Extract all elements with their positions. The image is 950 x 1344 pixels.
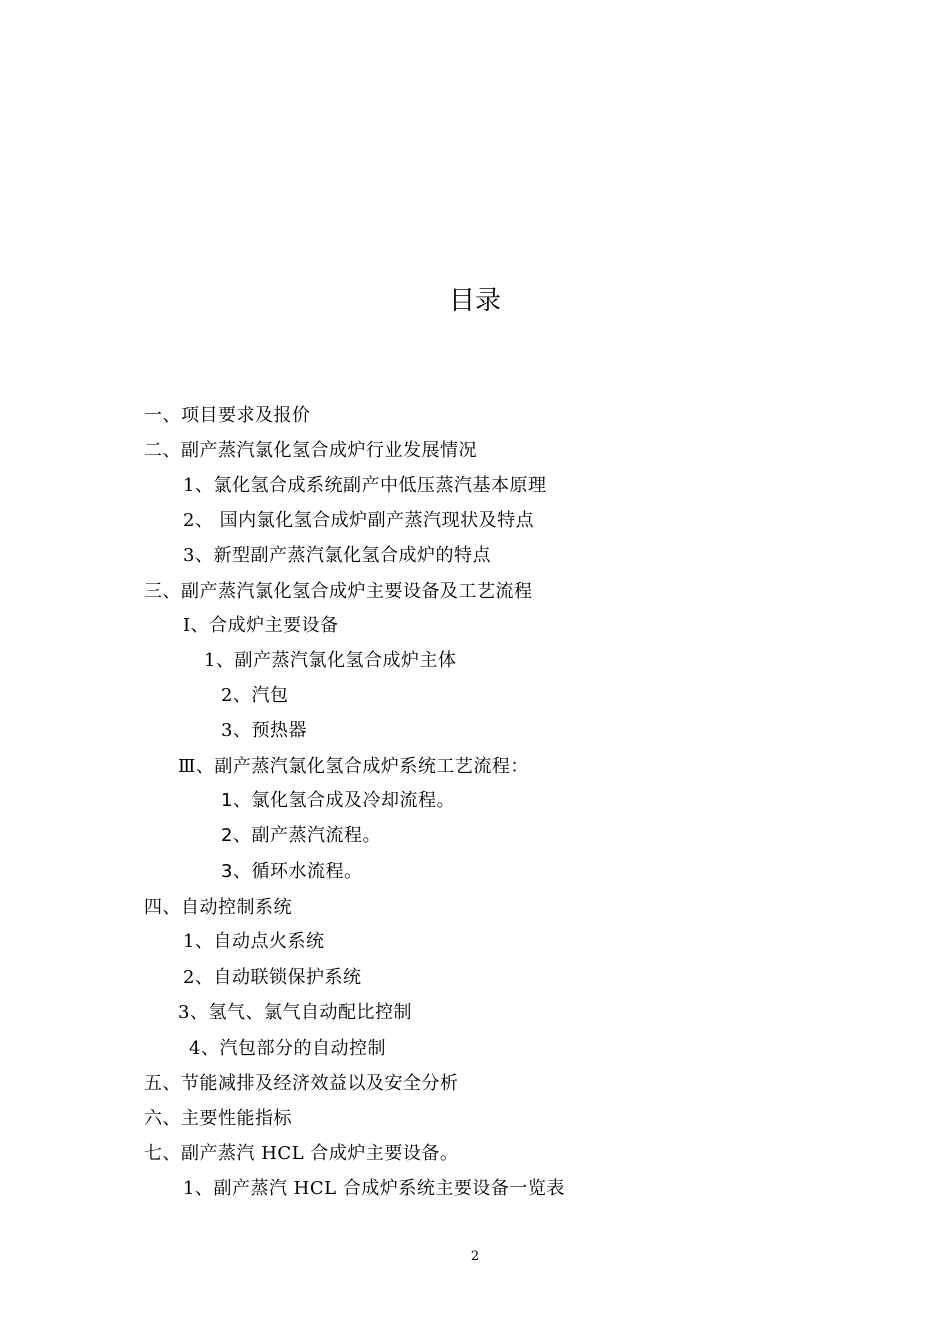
- toc-entry-3-I-3: 3、预热器: [221, 720, 307, 741]
- toc-entry-3-I: Ⅰ、合成炉主要设备: [183, 615, 339, 636]
- toc-entry-7: 七、副产蒸汽 HCL 合成炉主要设备。: [144, 1143, 459, 1164]
- toc-entry-7-1: 1、副产蒸汽 HCL 合成炉系统主要设备一览表: [183, 1178, 565, 1199]
- toc-entry-2-2: 2、 国内氯化氢合成炉副产蒸汽现状及特点: [183, 510, 535, 531]
- toc-entry-3-III-2: 2、副产蒸汽流程。: [221, 825, 381, 846]
- toc-entry-3-III: Ⅲ、副产蒸汽氯化氢合成炉系统工艺流程：: [178, 756, 529, 777]
- toc-entry-5: 五、节能减排及经济效益以及安全分析: [144, 1073, 459, 1094]
- toc-entry-3-I-2: 2、汽包: [221, 685, 289, 706]
- toc-entry-1: 一、项目要求及报价: [144, 405, 311, 426]
- toc-entry-2-1: 1、氯化氢合成系统副产中低压蒸汽基本原理: [183, 475, 547, 496]
- page-number: 2: [470, 1249, 480, 1264]
- toc-entry-2: 二、副产蒸汽氯化氢合成炉行业发展情况: [144, 440, 477, 461]
- toc-entry-4: 四、自动控制系统: [144, 897, 292, 918]
- toc-entry-6: 六、主要性能指标: [144, 1108, 292, 1129]
- toc-entry-3-I-1: 1、副产蒸汽氯化氢合成炉主体: [204, 650, 457, 671]
- toc-entry-3: 三、副产蒸汽氯化氢合成炉主要设备及工艺流程: [144, 581, 533, 602]
- toc-entry-4-3: 3、氢气、氯气自动配比控制: [178, 1002, 412, 1023]
- toc-entry-2-3: 3、新型副产蒸汽氯化氢合成炉的特点: [183, 545, 491, 566]
- toc-title: 目录: [448, 286, 501, 316]
- toc-entry-4-2: 2、自动联锁保护系统: [183, 967, 362, 988]
- toc-entry-3-III-1: 1、氯化氢合成及冷却流程。: [221, 790, 455, 811]
- toc-entry-4-4: 4、汽包部分的自动控制: [189, 1038, 386, 1059]
- toc-entry-3-III-3: 3、循环水流程。: [221, 861, 363, 882]
- toc-entry-4-1: 1、自动点火系统: [183, 931, 325, 952]
